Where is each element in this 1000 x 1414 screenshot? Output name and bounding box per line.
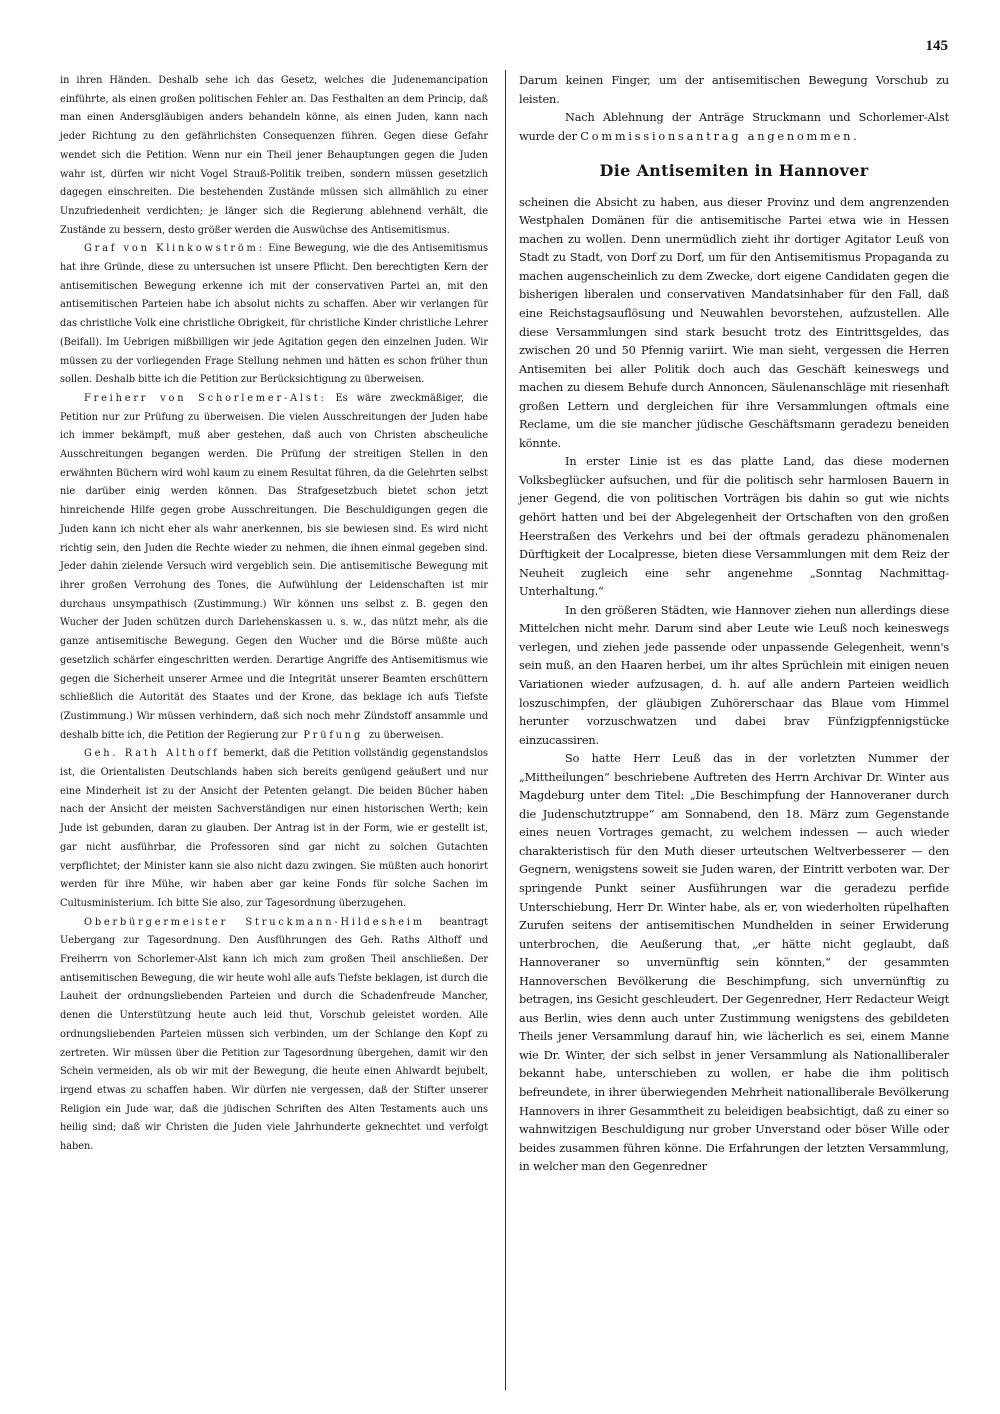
emphasis: Prüfung	[297, 729, 370, 741]
paragraph-text: beantragt Uebergang zur Tagesordnung. Den Ausführungen des Geh. Raths Althoff und Freiherrn von Schorlemer-Alst kann ich mich zum großen Theil anschließen. Der antisemitischen Bewegung, die wir heute wohl alle aufs Tiefste beklagen, ist durch die Lauheit der ordnungsliebenden Parteien und durch die Schadenfreude Mancher, denen die Unterstützung heute auch leid thut, Vorschub geleistet worden. Alle ordnungsliebenden Parteien müssen sich verbinden, um der Schlange den Kopf zu zertreten. Wir müssen über die Petition zur Tagesordnung übergehen, damit wir den Schein vermeiden, als ob wir mit der Bewegung, die heute einen Ahlwardt bejubelt, irgend etwas zu schaffen haben. Wir dürfen nie vergessen, daß der Stifter unserer Religion ein Jude war, daß die jüdischen Schriften des Alten Testaments auch uns heilig sind; daß wir Christen die Juden viele Jahrhunderte geknechtet und verfolgt haben.	[60, 916, 488, 1153]
left-column	[60, 72, 488, 1157]
paragraph: In erster Linie ist es das platte Land, das diese modernen Volksbeglücker aufsuchen, und für die politisch sehr harmlosen Bauern in jener Gegend, die von politischen Vorträgen bis dahin so gut wie nichts gehört hatten und bei der Abgelegenheit der Ortschaften von den großen Heerstraßen des Verkehrs und bei der oftmals geradezu phänomenalen Dürftigkeit der Localpresse, bieten diese Versammlungen mit dem Reiz der Neuheit zugleich eine sehr angenehme „Sonntag Nachmittag-Unterhaltung.“	[519, 455, 949, 599]
paragraph	[519, 109, 949, 146]
page-number: 145	[925, 38, 948, 54]
paragraph: So hatte Herr Leuß das in der vorletzten Nummer der „Mittheilungen“ beschriebene Auftreten des Herrn Archivar Dr. Winter aus Magdeburg unter dem Titel: „Die Beschimpfung der Hannoveraner durch die Judenschutztruppe“ am Sonnabend, den 18. März zum Gegenstande eines neuen Vortrages gemacht, zu welchem indessen — auch wieder charakteristisch für den Muth dieser urteutschen Weltverbesserer — den Gegnern, wenigstens soweit sie Juden waren, der Eintritt verboten war. Der springende Punkt seiner Ausführungen war die geradezu perfide Unterschiebung, Herr Dr. Winter habe, als er, von wiederholten rüpelhaften Zurufen seitens der antisemitischen Mundhelden in seiner Erwiderung unterbrochen, die Aeußerung that, „er hätte nicht geglaubt, daß Hannoveraner so unvernünftig sein könnten,“ der gesammten Hannoverschen Bevölkerung die Beschimpfung, sich unvernünftig zu betragen, ins Gesicht geschleudert. Der Gegenredner, Herr Redacteur Weigt aus Berlin, wies denn auch unter Zustimmung wenigstens des gebildeten Theils jener Versammlung darauf hin, wie lächerlich es sei, einem Manne wie Dr. Winter, der sich selbst in jener Versammlung als Nationalliberaler bekannt habe, unterschieben zu wollen, er habe die ihm politisch befreundete, in ihrer überwiegenden Mehrheit nationalliberale Bevölkerung Hannovers in ihrer Gesammtheit zu beleidigen beabsichtigt, daß zu einer so wahnwitzigen Beschuldigung nur grober Unverstand oder böser Wille oder beides zusammen führen könne. Die Erfahrungen der letzten Versammlung, in welcher man den Gegenredner	[519, 752, 949, 1174]
emphasis: Commissionsantrag angenommen.	[580, 129, 860, 143]
paragraph: in ihren Händen. Deshalb sehe ich das Gesetz, welches die Judenemancipation einführte, als einen großen politischen Fehler an. Das Festhalten an dem Princip, daß man einen Andersgläubigen anders behandeln könne, als einen Juden, kann nach jeder Richtung zu den gefährlichsten Consequenzen führen. Gegen diese Gefahr wendet sich die Petition. Wenn nur ein Theil jener Behauptungen gegen die Juden wahr ist, dürfen wir nicht Vogel Strauß-Politik treiben, sondern müssen gesetzlich dagegen einschreiten. Die bestehenden Zustände müssen sich allmählich zu einer Unzufriedenheit verdichten; je länger sich die Regierung ablehnend verhält, die Zustände zu bessern, desto größer werden die Auswüchse des Antisemitismus.	[60, 75, 488, 236]
paragraph-text: zu überweisen.	[369, 729, 444, 741]
paragraph	[60, 914, 488, 1157]
speaker-name: Oberbürgermeister Struckmann-Hildesheim	[84, 916, 425, 928]
column-rule	[505, 70, 506, 1390]
section-heading: Die Antisemiten in Hannover	[599, 161, 869, 181]
paragraph: In den größeren Städten, wie Hannover ziehen nun allerdings diese Mittelchen nicht mehr. Darum sind aber Leute wie Leuß noch keineswegs verlegen, und ziehen jede passende oder unpassende Gelegenheit, wenn's sein muß, an den Haaren herbei, um ihr altes Sprüchlein mit einigen neuen Variationen wieder aufzusagen, d. h. auf alle andern Parteien weidlich loszuschimpfen, der gläubigen Zuhörerschaar das Blaue vom Himmel herunter vorzuschwatzen und dabei brav Fünfzigpfennigstücke einzucassiren.	[519, 603, 949, 747]
paragraph-text: bemerkt, daß die Petition vollständig gegenstandslos ist, die Orientalisten Deutschlands haben sich bereits genügend geäußert und nur eine Minderheit ist zu der Ansicht der Petenten gelangt. Die beiden Bücher haben nach der Ansicht der meisten Sachverständigen nur einen historischen Werth; kein Jude ist gebunden, daran zu glauben. Der Antrag ist in der Form, wie er gestellt ist, gar nicht ausführbar, die Professoren sind gar nicht zu solchen Gutachten verpflichtet; der Minister kann sie also nicht dazu zwingen. Sie müßten auch honorirt werden für ihre Mühe, wir haben aber gar keine Fonds für solche Sachen im Cultusministerium. Ich bitte Sie also, zur Tagesordnung überzugehen.	[60, 748, 489, 909]
paragraph-text: Eine Bewegung, wie die des Antisemitismus hat ihre Gründe, diese zu untersuchen ist unsere Pflicht. Den berechtigten Kern der antisemitischen Bewegung erkenne ich mit der conservativen Partei an, mit den antisemitischen Parteien habe ich absolut nichts zu schaffen. Aber wir verlangen für das christliche Volk eine christliche Obrigkeit, für christliche Kinder christliche Lehrer (Beifall). Im Uebrigen mißbilligen wir jede Agitation gegen den einzelnen Juden. Wir müssen zu der vorliegenden Frage Stellung nehmen und hätten es schon früher thun sollen. Deshalb bitte ich die Petition zur Berücksichtigung zu überweisen.	[60, 243, 488, 386]
paragraph	[60, 390, 488, 745]
speaker-name: Freiherr von Schorlemer-Alst:	[84, 392, 327, 404]
speaker-name: Geh. Rath Althoff	[84, 748, 220, 760]
paragraph-text: Es wäre zweckmäßiger, die Petition nur zur Prüfung zu überweisen. Die vielen Ausschreitungen der Juden habe ich immer bekämpft, muß aber gestehen, daß auch von Christen abscheuliche Ausschreitungen begangen werden. Die Prüfung der streitigen Stellen in den erwähnten Büchern wird wohl kaum zu einem Resultat führen, da die Gelehrten selbst nie darüber einig werden können. Das Strafgesetzbuch bietet schon jetzt hinreichende Hilfe gegen grobe Ausschreitungen. Die Beschuldigungen gegen die Juden kann ich nicht eher als wahr anerkennen, bis sie bewiesen sind. Es wird nicht richtig sein, den Juden die Rechte wieder zu nehmen, die ihnen einmal gegeben sind. Jeder dahin zielende Versuch wird vergeblich sein. Die antisemitische Bewegung mit ihrer großen Verrohung des Tones, die Aufwühlung der Leidenschaften ist mir durchaus unsympathisch (Zustimmung.) Wir können uns selbst z. B. gegen den Wucher der Juden schützen durch Darlehenskassen u. s. w., das nützt mehr, als die ganze antisemitische Bewegung. Gegen den Wucher und die Börse müßte auch gesetzlich schärfer eingeschritten werden. Derartige Angriffe des Antisemitismus wie gegen die Sicherheit unserer Armee und die Integrität unserer Beamten erschüttern schließlich die Autorität des Staates und der Krone, das beklage ich aufs Tiefste (Zustimmung.) Wir müssen verhindern, daß sich noch mehr Zündstoff ansammle und deshalb bitte ich, die Petition der Regierung zur	[60, 392, 488, 741]
paragraph: scheinen die Absicht zu haben, aus dieser Provinz und dem angrenzenden Westphalen Domänen für die antisemitische Partei etwa wie in Hessen machen zu wollen. Denn unermüdlich zieht ihr dortiger Agitator Leuß von Stadt zu Stadt, von Dorf zu Dorf, um für den Antisemitismus Propaganda zu machen augenscheinlich zu dem Zwecke, dort eigene Candidaten gegen die bisherigen liberalen und conservativen Mandatsinhaber für den Fall, daß eine Reichstagsauflösung und Neuwahlen bevorstehen, aufzustellen. Alle diese Versammlungen sind stark besucht trotz des Eintrittsgeldes, das zwischen 20 und 50 Pfennig variirt. Wie man sieht, vergessen die Herren Antisemiten bei aller Politik doch auch das Geschäft keineswegs und machen zu diesem Behufe durch Annoncen, Säulenanschläge mit riesenhaft großen Lettern und dergleichen für ihre Versammlungen oftmals eine Reclame, um die sie mancher jüdische Geschäftsmann geradezu beneiden könnte.	[519, 195, 949, 450]
paragraph: Darum keinen Finger, um der antisemitischen Bewegung Vorschub zu leisten.	[519, 74, 949, 106]
right-column	[519, 72, 949, 1177]
paragraph	[60, 745, 488, 913]
speaker-name: Graf von Klinkowström:	[84, 243, 265, 255]
paragraph-text: Nach Ablehnung der Anträge Struckmann und Schorlemer-Alst wurde der	[519, 111, 949, 143]
paragraph	[60, 240, 488, 390]
